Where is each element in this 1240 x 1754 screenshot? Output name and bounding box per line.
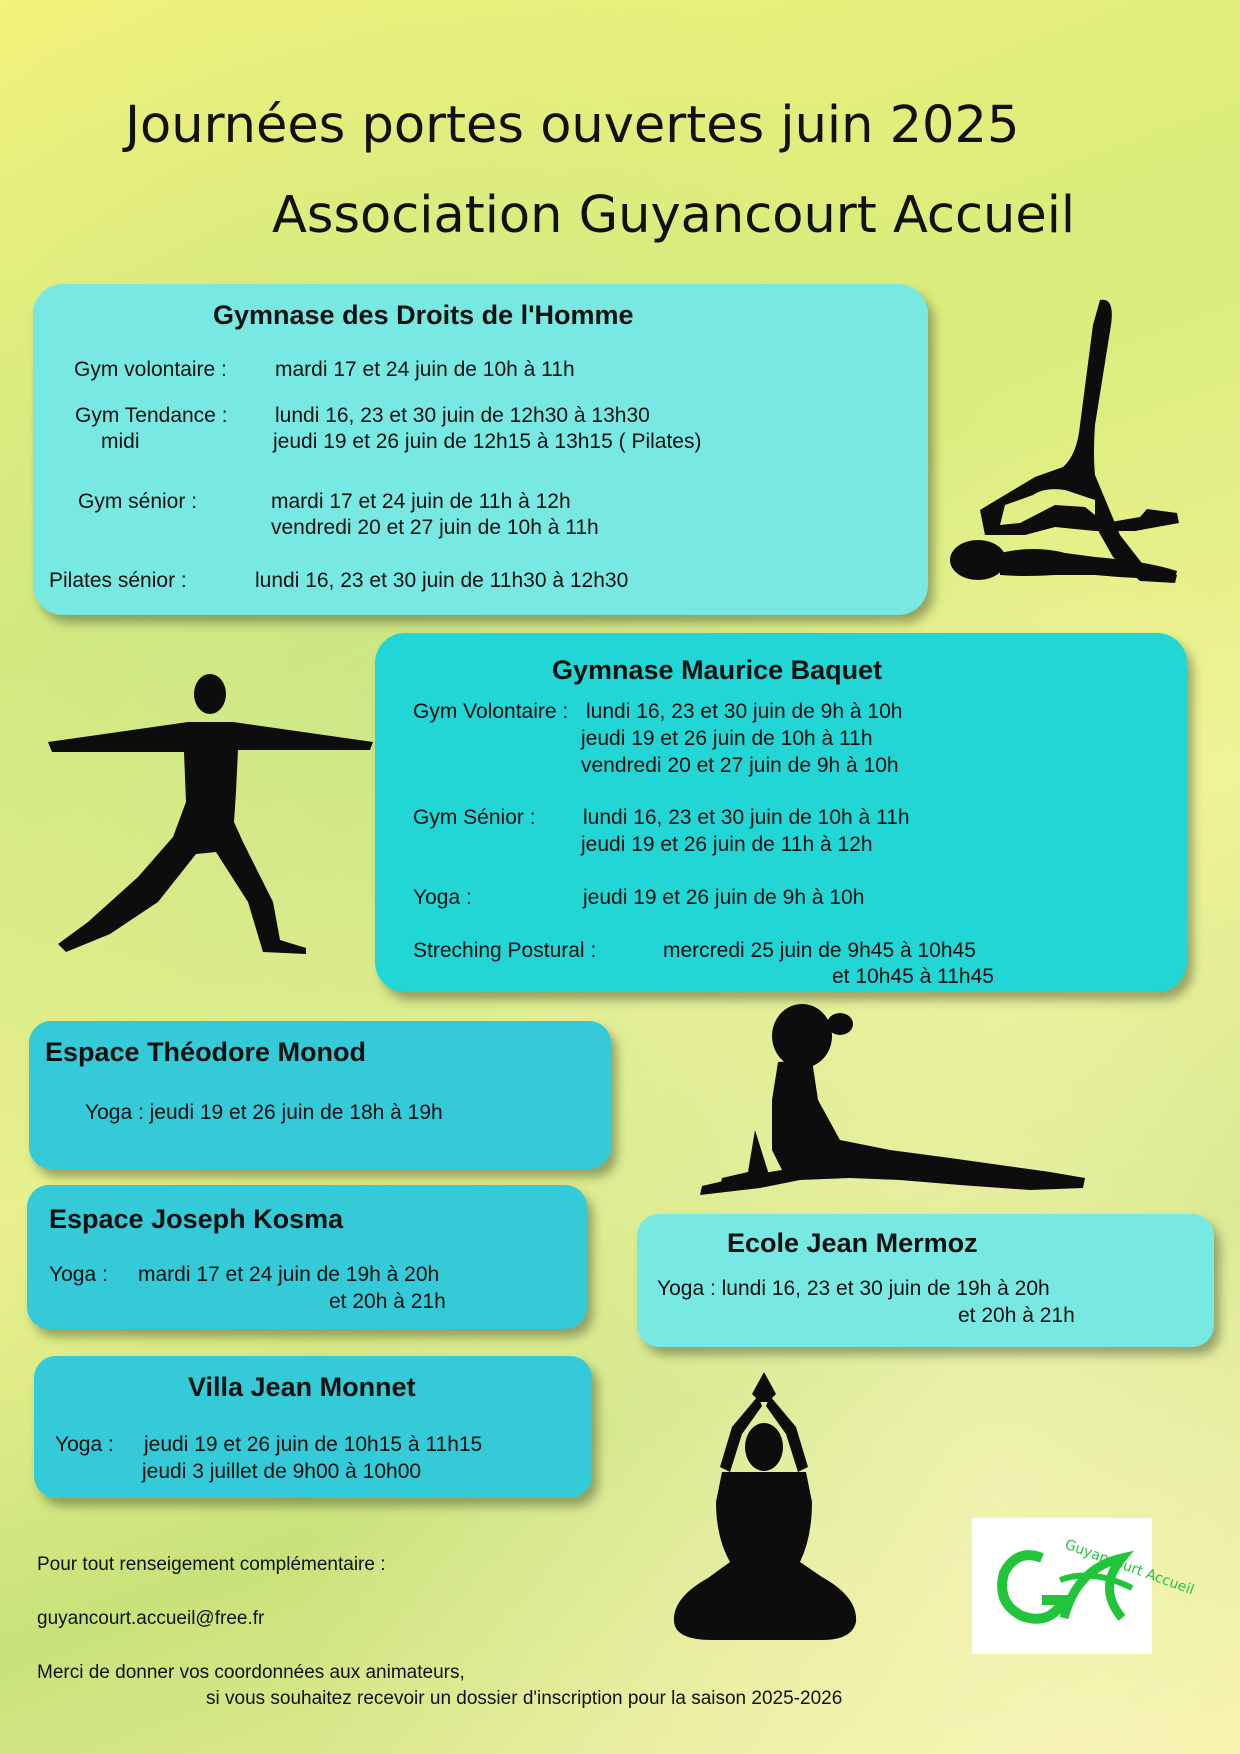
schedule-line: jeudi 19 et 26 juin de 12h15 à 13h15 ( Pilates) — [273, 430, 702, 453]
schedule-line: Yoga : jeudi 19 et 26 juin de 18h à 19h — [85, 1101, 443, 1124]
schedule-line: jeudi 19 et 26 juin de 10h15 à 11h15 — [144, 1433, 483, 1456]
schedule-line: et 10h45 à 11h45 — [832, 965, 994, 988]
venue-name: Espace Joseph Kosma — [49, 1204, 344, 1234]
cobra-pose-silhouette — [700, 1000, 1090, 1200]
page-subtitle: Association Guyancourt Accueil — [272, 186, 1076, 245]
activity-label: Gym Volontaire : — [413, 700, 569, 723]
schedule-line: lundi 16, 23 et 30 juin de 9h à 10h — [586, 700, 903, 723]
schedule-line: mardi 17 et 24 juin de 10h à 11h — [275, 358, 575, 381]
activity-label: Yoga : — [413, 886, 472, 909]
schedule-line: et 20h à 21h — [329, 1290, 446, 1313]
schedule-line: lundi 16, 23 et 30 juin de 12h30 à 13h30 — [275, 404, 650, 427]
venue-card-jean-mermoz — [637, 1214, 1214, 1347]
venue-name: Ecole Jean Mermoz — [727, 1228, 978, 1258]
schedule-line: vendredi 20 et 27 juin de 9h à 10h — [581, 754, 899, 777]
logo-mark-icon — [972, 1518, 1197, 1654]
venue-name: Gymnase Maurice Baquet — [552, 655, 883, 685]
activity-label: Yoga : — [49, 1263, 108, 1286]
venue-card-maurice-baquet — [375, 633, 1187, 992]
page-title: Journées portes ouvertes juin 2025 — [125, 96, 1020, 155]
schedule-line: jeudi 3 juillet de 9h00 à 10h00 — [142, 1460, 422, 1483]
activity-label: Gym volontaire : — [74, 358, 227, 381]
footer-email[interactable]: guyancourt.accueil@free.fr — [37, 1608, 265, 1629]
footer-info: Pour tout renseigement complémentaire : — [37, 1554, 386, 1575]
venue-name: Villa Jean Monnet — [188, 1372, 416, 1402]
schedule-line: jeudi 19 et 26 juin de 11h à 12h — [581, 833, 873, 856]
venue-name: Gymnase des Droits de l'Homme — [213, 300, 634, 330]
venue-card-joseph-kosma — [27, 1185, 587, 1329]
association-logo — [972, 1518, 1197, 1654]
schedule-line: jeudi 19 et 26 juin de 10h à 11h — [581, 727, 873, 750]
lotus-pose-silhouette — [672, 1372, 860, 1642]
schedule-line: et 20h à 21h — [958, 1304, 1075, 1327]
activity-label: Gym Sénior : — [413, 806, 536, 829]
venue-name: Espace Théodore Monod — [45, 1037, 367, 1067]
schedule-line: lundi 16, 23 et 30 juin de 10h à 11h — [583, 806, 910, 829]
activity-label: Gym sénior : — [78, 490, 198, 513]
warrior-pose-silhouette — [48, 672, 373, 957]
schedule-line: vendredi 20 et 27 juin de 10h à 11h — [271, 516, 599, 539]
venue-card-theodore-monod — [29, 1021, 611, 1169]
schedule-line: lundi 16, 23 et 30 juin de 11h30 à 12h30 — [255, 569, 629, 592]
schedule-line: mardi 17 et 24 juin de 11h à 12h — [271, 490, 571, 513]
activity-label: Streching Postural : — [413, 939, 597, 962]
logo-ring-text: Guyancourt Accueil — [1062, 1536, 1197, 1599]
schedule-line: Yoga : lundi 16, 23 et 30 juin de 19h à 20h — [657, 1277, 1050, 1300]
bridge-pose-silhouette — [945, 295, 1205, 595]
activity-sublabel: midi — [101, 430, 140, 453]
schedule-line: mercredi 25 juin de 9h45 à 10h45 — [663, 939, 976, 962]
activity-label: Yoga : — [55, 1433, 114, 1456]
activity-label: Gym Tendance : — [75, 404, 228, 427]
activity-label: Pilates sénior : — [49, 569, 187, 592]
schedule-line: jeudi 19 et 26 juin de 9h à 10h — [583, 886, 865, 909]
footer-thanks-line1: Merci de donner vos coordonnées aux animateurs, — [37, 1662, 465, 1683]
schedule-line: mardi 17 et 24 juin de 19h à 20h — [138, 1263, 440, 1286]
venue-card-jean-monnet — [34, 1356, 592, 1498]
footer-thanks-line2: si vous souhaitez recevoir un dossier d'inscription pour la saison 2025-2026 — [206, 1688, 843, 1709]
venue-card-droits-homme — [33, 284, 928, 615]
